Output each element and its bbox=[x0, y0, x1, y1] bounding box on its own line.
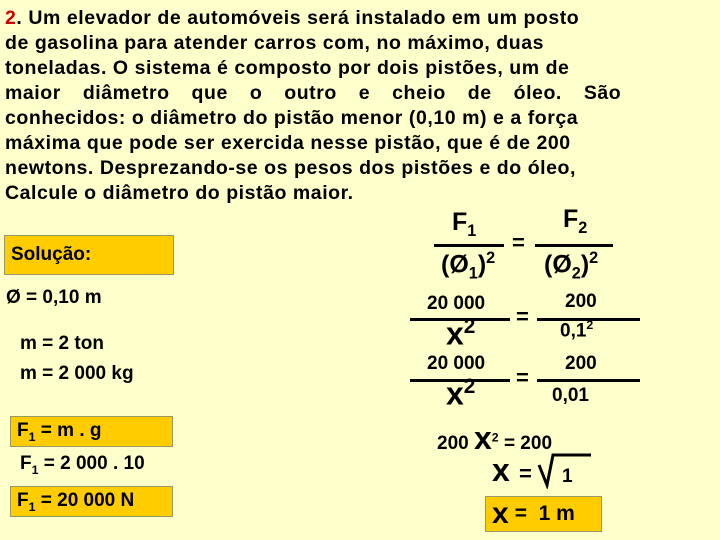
step2-num-left: 20 000 bbox=[427, 353, 486, 374]
step1-num-left: 20 000 bbox=[427, 293, 486, 314]
force-formula: = m . g bbox=[40, 419, 102, 441]
eq-equals-1: = bbox=[512, 230, 525, 255]
given-mass-ton: m = 2 ton bbox=[20, 333, 104, 354]
step2-num-right: 200 bbox=[565, 353, 597, 374]
step2-equals: = bbox=[516, 365, 529, 390]
force-result: = 20 000 N bbox=[40, 489, 135, 511]
eq-den-left: $(Ø_1)^2$ bbox=[441, 249, 496, 283]
eq-f2: $F_2$ bbox=[563, 205, 588, 237]
eq-bar-left bbox=[434, 244, 504, 247]
step2-bar-right bbox=[537, 379, 640, 382]
final-x: x bbox=[492, 497, 509, 530]
given-mass-kg: m = 2 000 kg bbox=[20, 363, 134, 384]
step4-radicand: 1 bbox=[562, 466, 573, 487]
problem-line-4: maior diâmetro que o outro e cheio de óleo. São bbox=[5, 82, 622, 104]
problem-line-6: máxima que pode ser exercida nesse pistão, que é de 200 bbox=[5, 132, 571, 154]
problem-line-2: de gasolina para atender carros com, no máximo, duas bbox=[5, 32, 545, 54]
problem-line-1: 2. Um elevador de automóveis será instalado em um posto bbox=[5, 7, 580, 29]
step2-den-right: 0,01 bbox=[552, 385, 589, 406]
step1-num-right: 200 bbox=[565, 291, 597, 312]
step4-x: x bbox=[492, 452, 510, 488]
step1-equals: = bbox=[516, 304, 529, 329]
eq-f1: $F_1$ bbox=[452, 208, 477, 240]
step1-den-left: $x^2$ bbox=[446, 315, 476, 352]
solution-label-box bbox=[4, 235, 174, 275]
force-substitution: $F_1 = 2$ 000 . 10 bbox=[20, 453, 145, 477]
step3: 200 $x^2 = 200$ bbox=[437, 420, 553, 456]
step1-den-right: $0,1^2$ bbox=[560, 318, 594, 342]
force-formula-box: $F_1 = m$ . g bbox=[10, 416, 173, 447]
problem-line-7: newtons. Desprezando-se os pesos dos pistões e do óleo, bbox=[5, 157, 576, 179]
problem-line-8: Calcule o diâmetro do pistão maior. bbox=[5, 182, 354, 204]
eq-bar-right bbox=[535, 244, 613, 247]
problem-statement bbox=[5, 6, 687, 206]
eq-den-right: $(Ø_2)^2$ bbox=[544, 249, 599, 283]
problem-number: 2 bbox=[5, 7, 17, 29]
step4-equals: = bbox=[519, 461, 532, 486]
force-result-box: $F_1 = 20$ 000 N bbox=[10, 486, 173, 517]
solution-label: Solução: bbox=[11, 244, 92, 265]
problem-line-5: conhecidos: o diâmetro do pistão menor (0,10 m) e a força bbox=[5, 107, 579, 129]
final-result: = 1 m bbox=[514, 502, 575, 525]
problem-line-3: toneladas. O sistema é composto por dois pistões, um de bbox=[5, 57, 570, 79]
step2-den-left: $x^2$ bbox=[446, 375, 476, 412]
given-diameter: Ø = 0,10 m bbox=[6, 287, 102, 308]
final-result-box bbox=[485, 496, 602, 532]
